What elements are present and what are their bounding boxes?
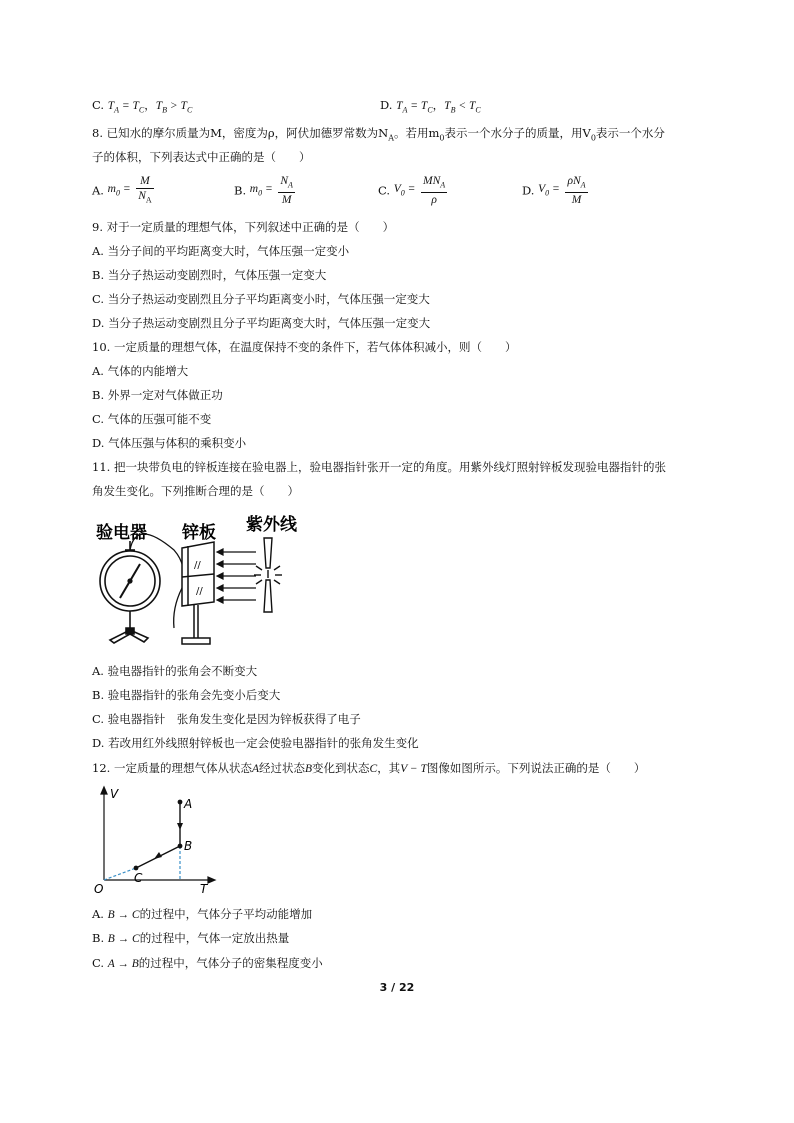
q12-stem-e: 图像如图所示。下列说法正确的是（ ） — [426, 761, 646, 775]
q12-option-b-label: B. — [92, 931, 105, 945]
q12-option-b — [92, 930, 289, 947]
q12-option-a-process: B → C — [107, 909, 140, 921]
q12-vt-graph — [92, 784, 222, 896]
q11-option-b: B. 验电器指针的张角会先变小后变大 — [92, 688, 281, 702]
q8-stem-part4: 表示一个水分 — [595, 126, 665, 140]
v-axis-label: V — [110, 787, 119, 801]
q8-option-c-label: C. — [378, 183, 391, 198]
label-uv: 紫外线 — [246, 515, 297, 535]
q12-state-c: C — [369, 763, 378, 775]
v-axis-arrow — [101, 787, 107, 794]
q8-option-b-label: B. — [234, 183, 247, 198]
q11-stem-line2: 角发生变化。下列推断合理的是（ ） — [92, 484, 299, 498]
label-electroscope: 验电器 — [96, 523, 147, 543]
q12-state-b: B — [304, 763, 313, 775]
q9-option-a: A. 当分子间的平均距离变大时，气体压强一定变小 — [92, 244, 350, 258]
q12-vt: V − T — [400, 763, 427, 775]
q10-stem: 10. 一定质量的理想气体，在温度保持不变的条件下，若气体体积减小，则（ ） — [92, 340, 517, 354]
q12-option-c-process: A → B — [107, 958, 139, 970]
q10-option-c: C. 气体的压强可能不变 — [92, 412, 212, 426]
q9-option-b: B. 当分子热运动变剧烈时，气体压强一定变大 — [92, 268, 327, 282]
q12-option-a — [92, 906, 312, 923]
q11-option-c: C. 验电器指针 张角发生变化是因为锌板获得了电子 — [92, 712, 361, 726]
q11-option-d: D. 若改用红外线照射锌板也一定会使验电器指针的张角发生变化 — [92, 736, 419, 750]
q9-option-d: D. 当分子热运动变剧烈且分子平均距离变大时，气体压强一定变大 — [92, 316, 431, 330]
q9-option-c: C. 当分子热运动变剧烈且分子平均距离变小时，气体压强一定变大 — [92, 292, 430, 306]
svg-text://: // — [196, 586, 203, 597]
q11-stem-line1: 11. 把一块带负电的锌板连接在验电器上，验电器指针张开一定的角度。用紫外线灯照射锌板发现验电器指针的张 — [92, 460, 666, 474]
t-axis-arrow — [208, 877, 215, 883]
q7-option-d-formula: $T_A = T_C$，$T_B < T_C$ — [396, 100, 481, 115]
electroscope-icon — [100, 541, 160, 643]
t-axis-label: T — [200, 882, 208, 896]
point-b — [178, 844, 183, 849]
q8-stem-line2: 子的体积，下列表达式中正确的是（ ） — [92, 150, 311, 164]
q8-option-a: A. $m_0$ = $\frac{M}{N_A}$ — [92, 175, 152, 205]
q7-option-d — [380, 97, 481, 118]
q8-stem-part2: 。若用m — [394, 126, 440, 140]
q12-option-c — [92, 955, 323, 972]
page-number: 3 / 22 — [379, 981, 415, 994]
wire — [130, 534, 184, 628]
q8-options — [92, 174, 712, 214]
q8-option-b: B. $m_0$ = $\frac{N_A}{M}$ — [234, 175, 293, 207]
q12-stem-b: 经过状态 — [258, 761, 305, 775]
q10-option-b: B. 外界一定对气体做正功 — [92, 388, 223, 402]
arrow-a-b — [177, 823, 183, 830]
q12-option-a-text: 的过程中，气体分子平均动能增加 — [139, 907, 313, 921]
uv-rays — [217, 549, 256, 603]
q12-state-a: A — [251, 763, 259, 775]
label-a: A — [184, 797, 193, 811]
zinc-plate-icon — [182, 542, 214, 644]
label-c: C — [134, 871, 143, 885]
q12-stem-a: 12. 一定质量的理想气体从状态 — [92, 761, 252, 775]
q8-stem-part1: 8. 已知水的摩尔质量为M，密度为ρ，阿伏加德罗常数为N — [92, 126, 389, 140]
svg-text://: // — [194, 560, 201, 571]
q12-stem — [92, 760, 645, 777]
q8-stem-part3: 表示一个水分子的质量，用V — [444, 126, 591, 140]
q7-option-d-label: D. — [380, 98, 393, 112]
q8-option-c: C. $V_0$ = $\frac{MN_A}{\rho}$ — [378, 175, 446, 207]
q7-option-c — [92, 97, 192, 118]
q10-option-d: D. 气体压强与体积的乘积变小 — [92, 436, 247, 450]
q12-stem-c: 变化到状态 — [312, 761, 370, 775]
label-zinc-plate: 锌板 — [182, 523, 216, 543]
q8-stem-line1: 8. 已知水的摩尔质量为M，密度为ρ，阿伏加德罗常数为$N_A$。若用$m_0$表示一个水分子的质量，用$V_0$表示一个水分 — [92, 126, 665, 143]
q12-option-c-label: C. — [92, 956, 105, 970]
uv-lamp-icon — [254, 538, 282, 612]
q8-option-d-label: D. — [522, 183, 535, 198]
q7-option-c-label: C. — [92, 98, 105, 112]
origin-label: O — [94, 882, 104, 896]
q7-option-c-formula: $T_A = T_C$，$T_B > T_C$ — [107, 100, 193, 115]
q12-stem-d: ，其 — [377, 761, 401, 775]
point-c — [134, 866, 139, 871]
q8-option-d: D. $V_0$ = $\frac{\rho N_A}{M}$ — [522, 175, 586, 207]
label-b: B — [184, 839, 193, 853]
q11-figure-electroscope — [96, 508, 316, 650]
q10-option-a: A. 气体的内能增大 — [92, 364, 189, 378]
arrow-b-c — [154, 852, 162, 859]
q12-option-c-text: 的过程中，气体分子的密集程度变小 — [138, 956, 323, 970]
dashed-line-origin-c — [104, 868, 136, 880]
q11-option-a: A. 验电器指针的张角会不断变大 — [92, 664, 258, 678]
q9-stem: 9. 对于一定质量的理想气体，下列叙述中正确的是（ ） — [92, 220, 395, 234]
q12-option-b-process: B → C — [107, 933, 140, 945]
q8-option-a-label: A. — [92, 183, 104, 198]
q12-option-a-label: A. — [92, 907, 104, 921]
point-a — [178, 800, 183, 805]
q12-option-b-text: 的过程中，气体一定放出热量 — [139, 931, 290, 945]
